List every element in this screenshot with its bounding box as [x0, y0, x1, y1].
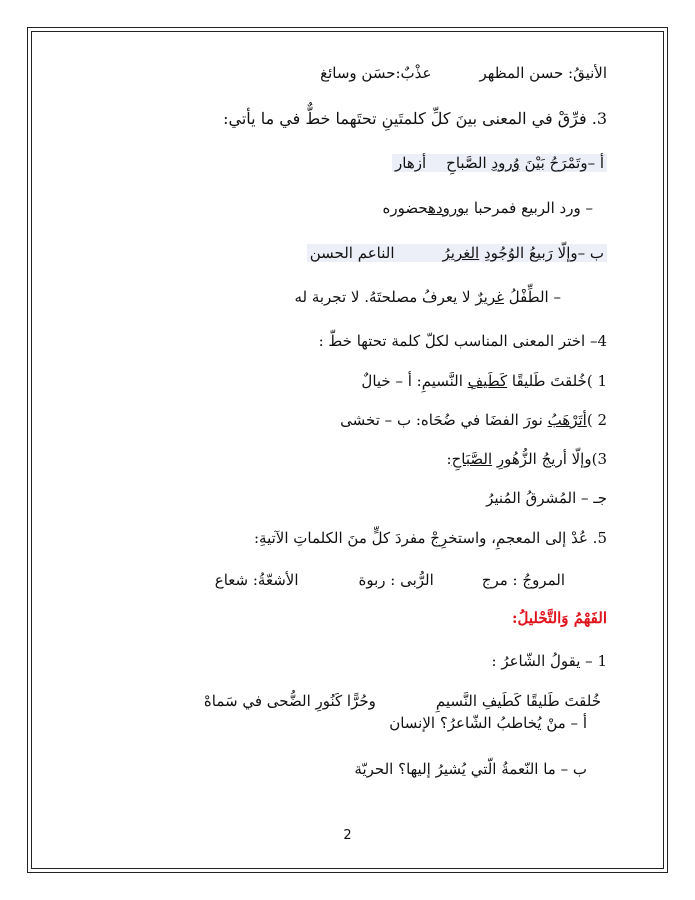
question-3: 3. فرِّقْ في المعنى بينَ كلِّ كلمتَينِ تحتَهما خطٌّ في ما يأتي:: [223, 109, 607, 128]
q5-answers: المروجُ : مرجالرُّبى : ربوةالأشعّةُ: شعاع: [214, 571, 565, 589]
question-5: 5. عُدْ إلى المعجمِ، واستخرِجْ مفردَ كلٍّ منَ الكلماتِ الآتيةِ:: [254, 529, 607, 547]
q3-item-a: أ –وتَمْرَحُ بَيْنَ وُرودِ الصَّباحِأزهار: [392, 152, 607, 174]
question-4: 4– اختر المعنى المناسب لكلّ كلمة تحتها خطّ :: [318, 332, 607, 350]
q3-item-a-example: – ورد الربيع فمرحبا بورودهحضوره: [382, 199, 593, 217]
vocab-line-1: الأنيقُ: حسن المظهرعذْبٌ:حسَن وسائغ: [320, 64, 607, 82]
comprehension-q1-a: أ – منْ يُخاطبُ الشّاعرُ؟ الإنسان: [389, 714, 587, 732]
q4-item-3: 3)وإلّا أريجُ الزُّهُورِ الصَّبَاحِ:: [446, 450, 607, 468]
section-heading-comprehension: الفَهْمُ وَالتَّحْليلُ:: [511, 609, 607, 627]
poem-verse: خُلقتَ طَليقًا كَطَيفِ النَّسيمِوحُرًّا كَنُورِ الضُّحى في سَماهْ: [203, 692, 601, 710]
q4-item-3-answer: جـ – المُشرقُ المُنيرُ: [486, 489, 607, 507]
page-number: 2: [343, 828, 352, 843]
comprehension-question-1: 1 – يقولُ الشّاعرُ :: [491, 652, 607, 670]
q3-item-b-example: – الطِّفْلُ غريرٌ لا يعرفُ مصلحتَهُ. لا تجربة له: [294, 288, 561, 306]
comprehension-q1-b: ب – ما النّعمةُ الّتي يُشيرُ إليها؟ الحريّة: [354, 760, 587, 778]
q3-item-b: ب –وإلّا رَبيعُ الوُجُودِ الغريرُالناعم الحسن: [307, 242, 607, 264]
q4-item-2: 2 )أتَرْهَبُ نورَ الفضَا في ضُحَاه: ب – تخشى: [340, 411, 607, 429]
q4-item-1: 1 )خُلقتَ طَليقًا كَطَيفِ النَّسيمِ: أ – خيالٌ: [361, 372, 607, 390]
